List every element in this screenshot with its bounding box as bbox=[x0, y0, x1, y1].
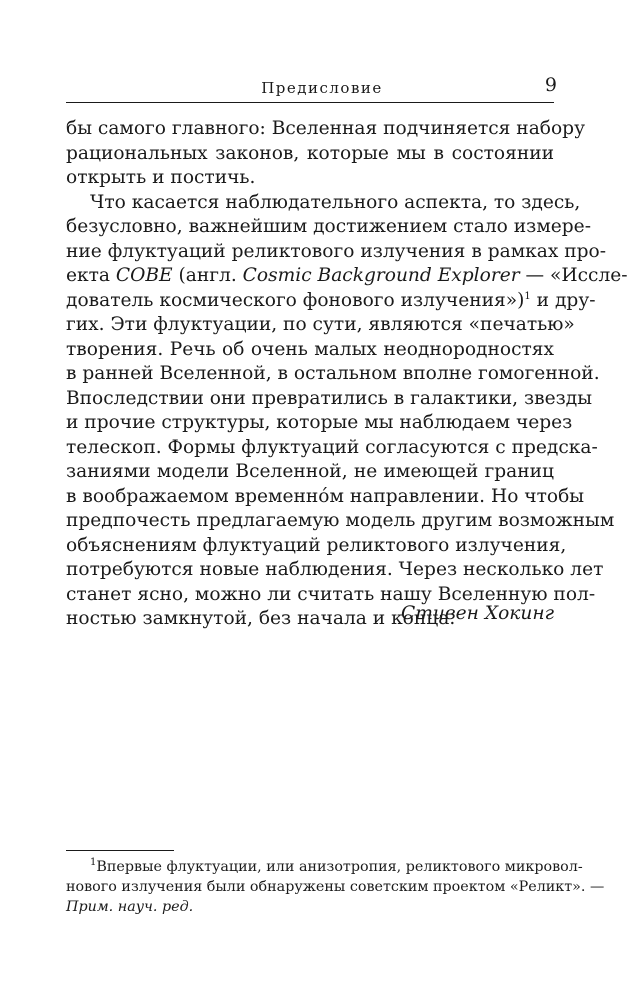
text-line: в ранней Вселенной, в остальном вполне гомогенной. bbox=[66, 363, 600, 384]
text-line: бы самого главного: Вселенная подчиняется набору bbox=[66, 118, 586, 139]
text-line: станет ясно, можно ли считать нашу Вселенную пол- bbox=[66, 583, 596, 605]
text-line: ние флуктуаций реликтового излучения в рамках про- bbox=[66, 240, 607, 262]
footnote-line: нового излучения были обнаружены советским проектом «Реликт». — bbox=[66, 879, 605, 895]
text-line: открыть и постичь. bbox=[66, 167, 256, 188]
footnote-line bbox=[66, 857, 583, 877]
header-divider bbox=[66, 102, 554, 103]
text-line: безусловно, важнейшим достижением стало измере- bbox=[66, 216, 591, 237]
text-span: дователь космического фонового излучения») bbox=[66, 289, 525, 311]
text-line: ностью замкнутой, без начала и конца. bbox=[66, 608, 456, 629]
text-line: творения. Речь об очень малых неоднородностях bbox=[66, 338, 554, 360]
footnote-marker: 1 bbox=[90, 857, 97, 869]
footnote-line bbox=[66, 897, 554, 917]
text-line: Что касается наблюдательного аспекта, то здесь, bbox=[90, 191, 581, 213]
text-span: екта bbox=[66, 265, 116, 286]
paragraph-2 bbox=[66, 191, 628, 632]
editor-note-italic: Прим. науч. ред. bbox=[66, 899, 194, 915]
project-name-italic: COBE bbox=[115, 265, 173, 286]
text-line bbox=[66, 289, 596, 314]
footnote-ref[interactable]: 1 bbox=[524, 290, 531, 302]
text-span: Впервые флуктуации, или анизотропия, реликтового микровол- bbox=[96, 859, 583, 875]
text-span: — «Иссле- bbox=[519, 265, 628, 286]
text-span: и дру- bbox=[530, 289, 596, 311]
running-header-title: Предисловие bbox=[261, 79, 383, 97]
text-line: телескоп. Формы флуктуаций согласуются с предска- bbox=[66, 436, 598, 458]
text-line: предпочесть предлагаемую модель другим возможным bbox=[66, 510, 615, 531]
project-fullname-italic: Cosmic Background Explorer bbox=[242, 265, 520, 286]
page-number: 9 bbox=[544, 74, 557, 96]
footnote bbox=[66, 857, 605, 917]
text-span: (англ. bbox=[172, 265, 243, 286]
text-line: гих. Эти флуктуации, по сути, являются «печатью» bbox=[66, 314, 575, 335]
text-line: заниями модели Вселенной, не имеющей границ bbox=[66, 461, 554, 482]
text-line: и прочие структуры, которые мы наблюдаем через bbox=[66, 412, 573, 433]
author-signature: Стивен Хокинг bbox=[401, 603, 554, 624]
text-line: Впоследствии они превратились в галактики, звезды bbox=[66, 387, 593, 409]
text-line: в воображаемом временно́м направлении. Но чтобы bbox=[66, 485, 585, 507]
text-line: потребуются новые наблюдения. Через несколько лет bbox=[66, 559, 604, 580]
text-line: объяснениям флуктуаций реликтового излучения, bbox=[66, 534, 567, 556]
footnote-divider bbox=[66, 850, 174, 851]
paragraph-1 bbox=[66, 117, 586, 191]
text-line: рациональных законов, которые мы в состоянии bbox=[66, 142, 554, 164]
text-line bbox=[66, 264, 628, 289]
main-text bbox=[66, 117, 628, 632]
